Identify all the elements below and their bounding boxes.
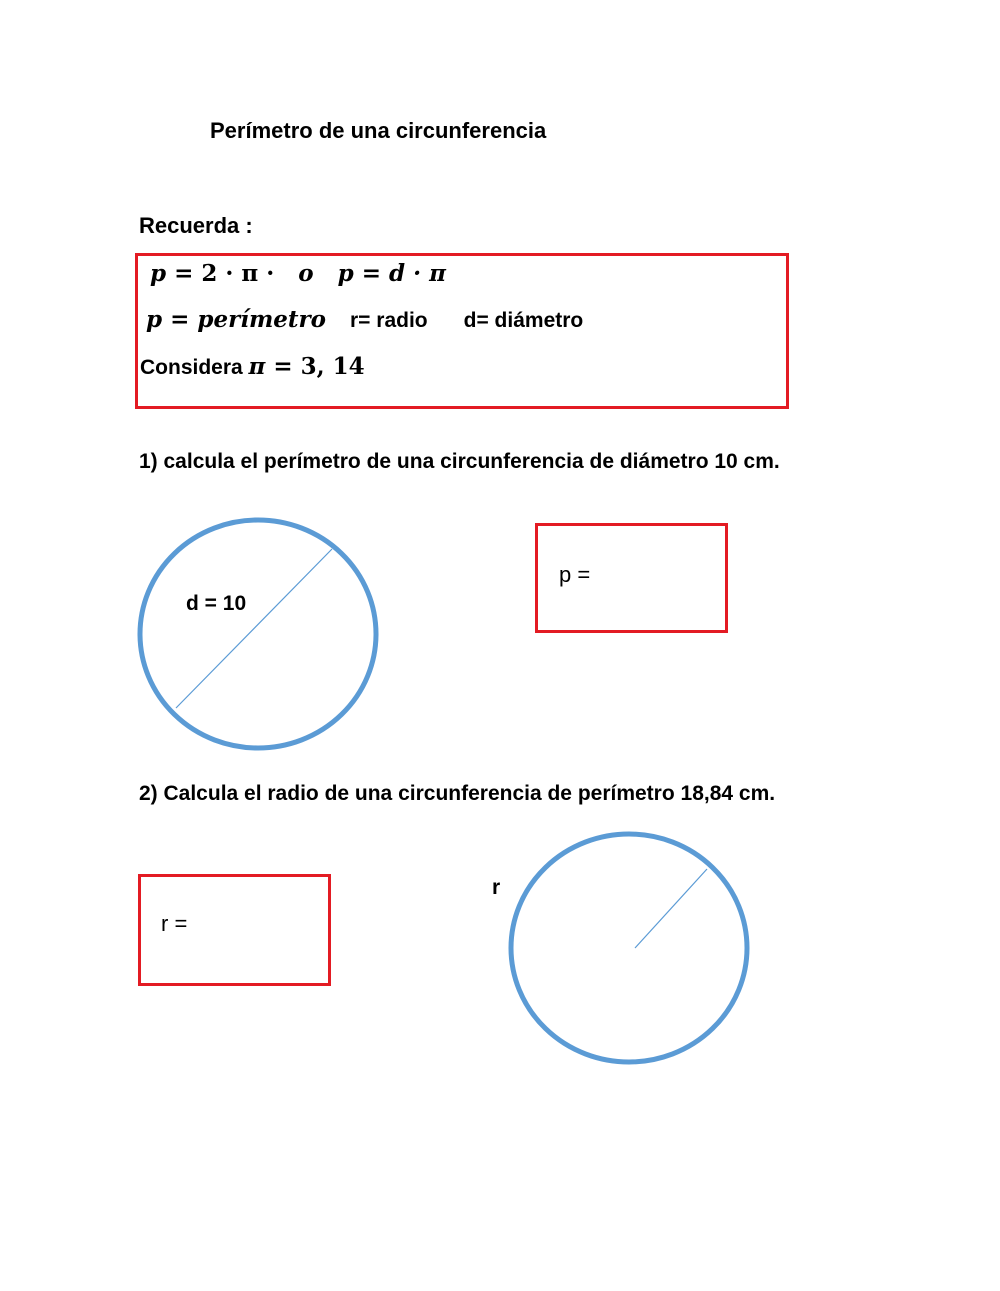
formula-pi-product: · π · [217, 260, 275, 287]
formula-p-symbol: p [150, 260, 167, 287]
radius-symbol-label: r [492, 876, 501, 899]
radius-answer-label: r = [161, 911, 188, 936]
radius-definition: r= radio [350, 309, 428, 332]
formula-connector: o [298, 260, 314, 287]
diameter-label: d = 10 [186, 592, 247, 615]
radius-circle [511, 834, 747, 1062]
question-1-text: 1) calcula el perímetro de una circunferencia de diámetro 10 cm. [139, 450, 780, 473]
page-title: Perímetro de una circunferencia [210, 118, 547, 143]
formula-equals: = [166, 260, 202, 287]
formula-two: 2 [201, 260, 218, 287]
formula-diameter-version: p = d · π [337, 260, 446, 287]
pi-expression: π = [248, 353, 301, 380]
reminder-heading: Recuerda : [139, 213, 253, 238]
radius-line [635, 869, 707, 948]
perimeter-definition: p = perímetro [146, 306, 326, 333]
question-2-text: 2) Calcula el radio de una circunferencia de perímetro 18,84 cm. [139, 782, 776, 805]
perimeter-answer-label: p = [559, 562, 591, 587]
pi-value: 3, 14 [300, 353, 365, 380]
diameter-definition: d= diámetro [463, 309, 584, 332]
consider-label: Considera [140, 356, 249, 379]
